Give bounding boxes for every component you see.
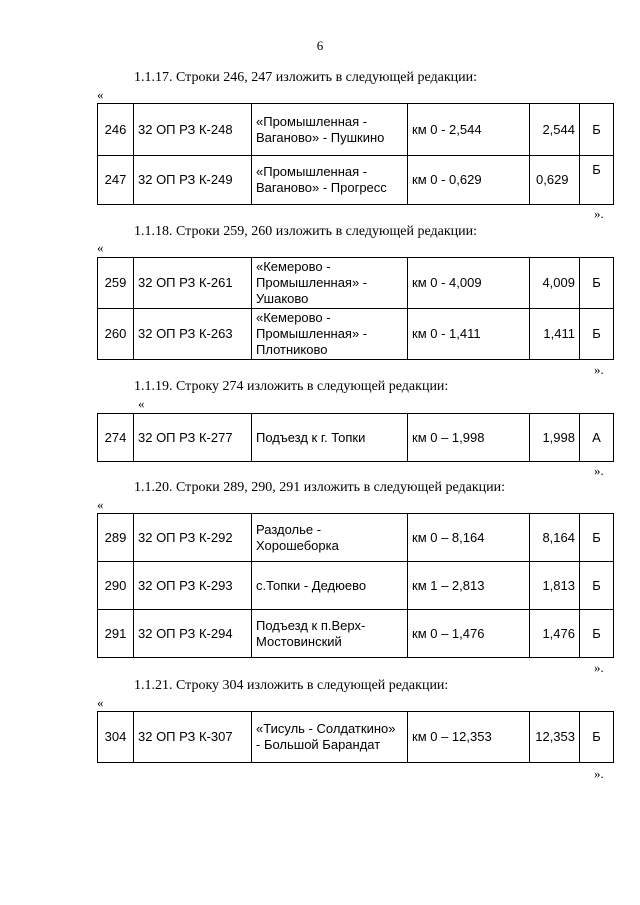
table-row: [98, 514, 614, 562]
table-row: [98, 104, 614, 156]
quote-open: «: [97, 87, 104, 102]
road-length: 1,411: [530, 309, 580, 360]
road-length: 2,544: [530, 104, 580, 156]
road-table-1-1-19: [97, 413, 614, 462]
road-length: 1,476: [530, 610, 580, 658]
table-row: [98, 414, 614, 462]
road-length: 4,009: [530, 258, 580, 309]
row-number: 290: [98, 562, 134, 610]
section-heading-1-1-17: 1.1.17. Строки 246, 247 изложить в следующей редакции:: [134, 70, 478, 85]
road-length: 0,629: [530, 156, 580, 205]
km-range: км 0 - 0,629: [408, 156, 530, 205]
km-range: км 0 – 1,998: [408, 414, 530, 462]
km-range: км 0 - 1,411: [408, 309, 530, 360]
row-number: 260: [98, 309, 134, 360]
km-range: км 0 – 1,476: [408, 610, 530, 658]
quote-close: ».: [594, 660, 604, 675]
road-code: 32 ОП РЗ К-263: [134, 309, 252, 360]
section-heading-1-1-19: 1.1.19. Строку 274 изложить в следующей редакции:: [134, 379, 449, 394]
road-length: 1,813: [530, 562, 580, 610]
road-code: 32 ОП РЗ К-277: [134, 414, 252, 462]
section-heading-1-1-18: 1.1.18. Строки 259, 260 изложить в следующей редакции:: [134, 224, 478, 239]
table-row: [98, 712, 614, 763]
road-category: Б: [580, 712, 614, 763]
quote-close: ».: [594, 766, 604, 781]
page-number: 6: [316, 38, 324, 53]
road-code: 32 ОП РЗ К-261: [134, 258, 252, 309]
table-row: [98, 156, 614, 205]
road-code: 32 ОП РЗ К-248: [134, 104, 252, 156]
row-number: 246: [98, 104, 134, 156]
road-category: Б: [580, 610, 614, 658]
quote-close: ».: [594, 206, 604, 221]
road-length: 12,353: [530, 712, 580, 763]
quote-close: ».: [594, 463, 604, 478]
road-name: «Кемерово - Промышленная» - Ушаково: [252, 258, 408, 309]
road-category: А: [580, 414, 614, 462]
section-heading-1-1-20: 1.1.20. Строки 289, 290, 291 изложить в следующей редакции:: [134, 480, 506, 495]
quote-open: «: [97, 497, 104, 512]
row-number: 304: [98, 712, 134, 763]
road-length: 8,164: [530, 514, 580, 562]
table-row: [98, 562, 614, 610]
km-range: км 0 – 12,353: [408, 712, 530, 763]
quote-open: «: [97, 695, 104, 710]
road-category: Б: [580, 156, 614, 205]
road-table-1-1-20: [97, 513, 614, 658]
table-row: [98, 309, 614, 360]
road-category: Б: [580, 258, 614, 309]
road-table-1-1-21: [97, 711, 614, 763]
row-number: 289: [98, 514, 134, 562]
row-number: 274: [98, 414, 134, 462]
road-name: с.Топки - Дедюево: [252, 562, 408, 610]
road-name: Подъезд к п.Верх-Мостовинский: [252, 610, 408, 658]
road-category: Б: [580, 104, 614, 156]
row-number: 259: [98, 258, 134, 309]
road-code: 32 ОП РЗ К-294: [134, 610, 252, 658]
quote-open: «: [97, 240, 104, 255]
road-category: Б: [580, 562, 614, 610]
km-range: км 0 – 8,164: [408, 514, 530, 562]
road-code: 32 ОП РЗ К-292: [134, 514, 252, 562]
road-code: 32 ОП РЗ К-307: [134, 712, 252, 763]
road-table-1-1-17: [97, 103, 614, 205]
km-range: км 0 - 4,009: [408, 258, 530, 309]
road-name: Раздолье - Хорошеборка: [252, 514, 408, 562]
road-code: 32 ОП РЗ К-293: [134, 562, 252, 610]
road-code: 32 ОП РЗ К-249: [134, 156, 252, 205]
road-length: 1,998: [530, 414, 580, 462]
road-category: Б: [580, 309, 614, 360]
road-name: «Кемерово - Промышленная» - Плотниково: [252, 309, 408, 360]
road-table-1-1-18: [97, 257, 614, 360]
road-name: «Промышленная - Ваганово» - Прогресс: [252, 156, 408, 205]
km-range: км 1 – 2,813: [408, 562, 530, 610]
section-heading-1-1-21: 1.1.21. Строку 304 изложить в следующей редакции:: [134, 678, 449, 693]
row-number: 291: [98, 610, 134, 658]
quote-open: «: [138, 396, 145, 411]
km-range: км 0 - 2,544: [408, 104, 530, 156]
table-row: [98, 258, 614, 309]
row-number: 247: [98, 156, 134, 205]
road-name: «Промышленная - Ваганово» - Пушкино: [252, 104, 408, 156]
table-row: [98, 610, 614, 658]
road-name: Подъезд к г. Топки: [252, 414, 408, 462]
road-name: «Тисуль - Солдаткино» - Большой Барандат: [252, 712, 408, 763]
road-category: Б: [580, 514, 614, 562]
quote-close: ».: [594, 362, 604, 377]
